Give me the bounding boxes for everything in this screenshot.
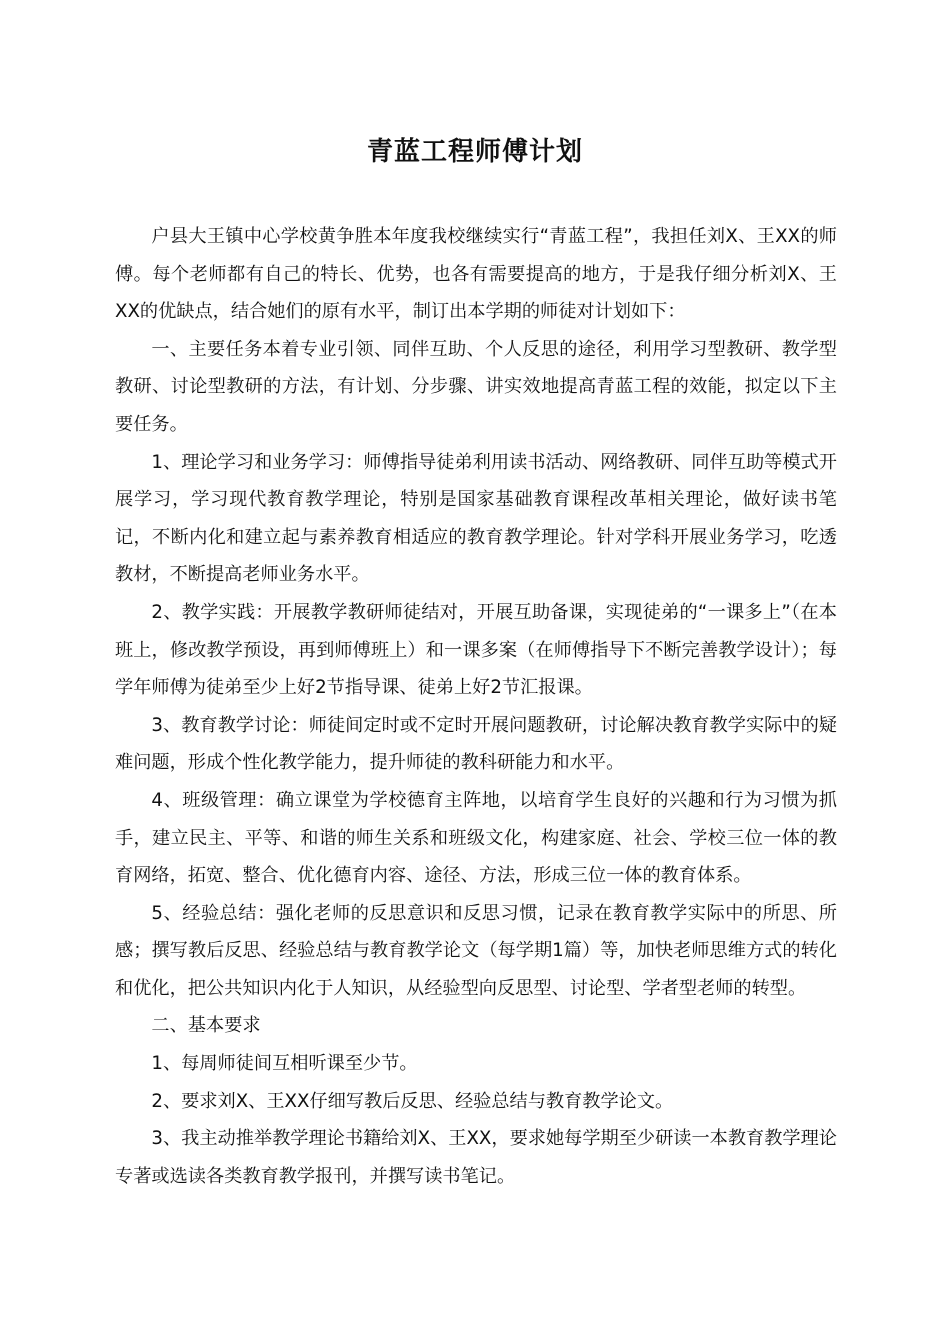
paragraph-intro: 户县大王镇中心学校黄争胜本年度我校继续实行“青蓝工程”，我担任刘X、王XX的师傅。每个老师都有自己的特长、优势，也各有需要提高的地方，于是我仔细分析刘X、王XX的优缺点，结合她们的原有水平，制订出本学期的师徒对计划如下： <box>115 226 837 323</box>
paragraph-task-1-study: 1、理论学习和业务学习：师傅指导徒弟利用读书活动、网络教研、同伴互助等模式开展学习，学习现代教育教学理论，特别是国家基础教育课程改革相关理论，做好读书笔记，不断内化和建立起与素养教育相适应的教育教学理论。针对学科开展业务学习，吃透教材，不断提高老师业务水平。 <box>115 451 837 586</box>
document-body <box>115 218 837 1195</box>
paragraph-task-5-summary: 5、经验总结：强化老师的反思意识和反思习惯，记录在教育教学实际中的所思、所感；撰写教后反思、经验总结与教育教学论文（每学期1篇）等，加快老师思维方式的转化和优化，把公共知识内化于人知识，从经验型向反思型、讨论型、学者型老师的转型。 <box>115 902 837 999</box>
paragraph-main-tasks: 一、主要任务本着专业引领、同伴互助、个人反思的途径，利用学习型教研、教学型教研、讨论型教研的方法，有计划、分步骤、讲实效地提高青蓝工程的效能，拟定以下主要任务。 <box>115 338 837 435</box>
paragraph-requirement-1: 1、每周师徒间互相听课至少节。 <box>151 1053 418 1075</box>
section-heading-requirements: 二、基本要求 <box>151 1015 261 1037</box>
paragraph-task-2-practice: 2、教学实践：开展教学教研师徒结对，开展互助备课，实现徒弟的“一课多上”（在本班上，修改教学预设，再到师傅班上）和一课多案（在师傅指导下不断完善教学设计）；每学年师傅为徒弟至少上好2节指导课、徒弟上好2节汇报课。 <box>115 601 837 699</box>
paragraph-task-4-class-management: 4、班级管理：确立课堂为学校德育主阵地，以培育学生良好的兴趣和行为习惯为抓手，建立民主、平等、和谐的师生关系和班级文化，构建家庭、社会、学校三位一体的教育网络，拓宽、整合、优化德育内容、途径、方法，形成三位一体的教育体系。 <box>115 789 837 887</box>
paragraph-requirement-2: 2、要求刘X、王XX仔细写教后反思、经验总结与教育教学论文。 <box>151 1090 674 1112</box>
document-title: 青蓝工程师傅计划 <box>366 137 583 167</box>
paragraph-requirement-3: 3、我主动推举教学理论书籍给刘X、王XX，要求她每学期至少研读一本教育教学理论专著或选读各类教育教学报刊，并撰写读书笔记。 <box>115 1128 837 1187</box>
paragraph-task-3-discussion: 3、教育教学讨论：师徒间定时或不定时开展问题教研，讨论解决教育教学实际中的疑难问题，形成个性化教学能力，提升师徒的教科研能力和水平。 <box>115 714 837 774</box>
